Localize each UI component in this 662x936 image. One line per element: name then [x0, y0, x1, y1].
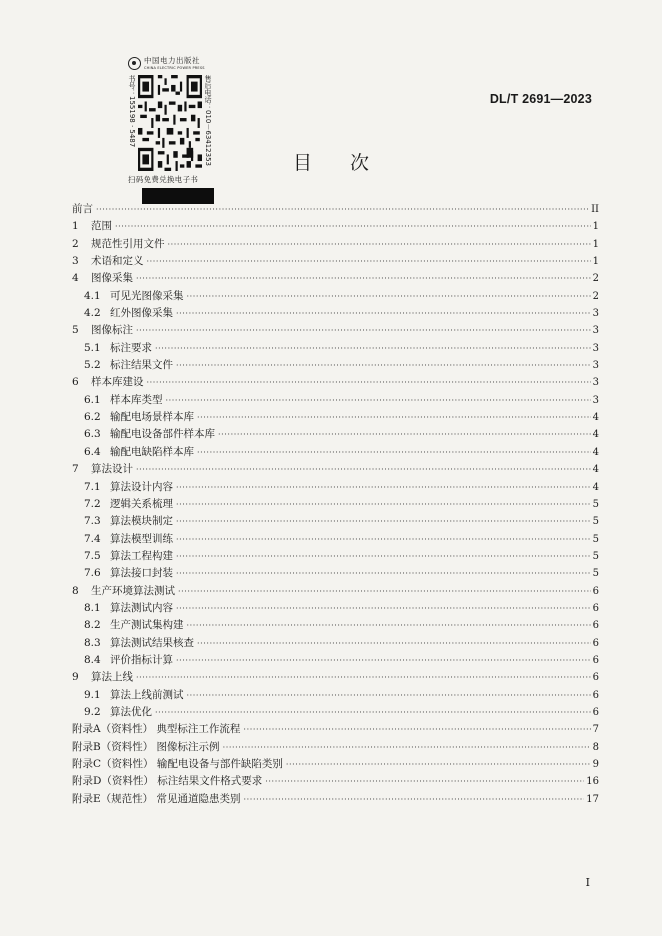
toc-entry[interactable] [72, 305, 599, 322]
toc-entry[interactable] [72, 687, 599, 704]
toc-entry-number: 7.3 [84, 515, 101, 528]
toc-entry-page: 1 [592, 221, 599, 233]
toc-entry[interactable] [72, 340, 599, 357]
dot-leader [223, 739, 591, 756]
publisher-logo [128, 55, 220, 71]
toc-entry-page: 4 [592, 464, 599, 476]
toc-entry[interactable] [72, 236, 599, 253]
toc-entry-number: 8 [72, 584, 79, 597]
dot-leader [155, 704, 591, 721]
toc-entry-number: 8.4 [84, 653, 101, 666]
dot-leader [147, 374, 591, 391]
toc-entry-number: 9.1 [84, 688, 101, 701]
toc-entry-label: 算法设计内容 [110, 480, 173, 493]
toc-entry-label: 可见光图像采集 [110, 289, 184, 302]
toc-entry-page: 6 [592, 620, 599, 632]
toc-entry-label: 算法优化 [110, 705, 152, 718]
toc-entry[interactable] [72, 756, 599, 773]
toc-entry-page: 4 [592, 412, 599, 424]
toc-entry-label: 算法设计 [91, 463, 133, 476]
toc-entry[interactable] [72, 322, 599, 339]
toc-entry-label: 算法工程构建 [110, 549, 173, 562]
dot-leader [265, 773, 584, 790]
toc-entry[interactable] [72, 374, 599, 391]
toc-entry-page: 4 [592, 429, 599, 441]
toc-entry-label: 附录D（资料性） 标注结果文件格式要求 [72, 775, 263, 788]
toc-entry-page: 1 [592, 256, 599, 268]
toc-entry[interactable] [72, 409, 599, 426]
toc-entry-label: 标注结果文件 [110, 359, 173, 372]
dot-leader [176, 565, 591, 582]
toc-entry-label: 算法上线 [91, 671, 133, 684]
toc-entry-number: 6.1 [84, 393, 101, 406]
toc-entry-label: 算法模块制定 [110, 515, 173, 528]
toc-entry[interactable] [72, 218, 599, 235]
toc-entry-label: 术语和定义 [91, 255, 144, 268]
dot-leader [168, 236, 591, 253]
toc-entry[interactable] [72, 600, 599, 617]
toc-entry[interactable] [72, 444, 599, 461]
toc-entry-label: 算法测试内容 [110, 601, 173, 614]
toc-entry-number: 4.2 [84, 307, 101, 320]
dot-leader [187, 687, 591, 704]
dot-leader [176, 600, 591, 617]
toc-entry-page: 2 [592, 290, 599, 302]
toc-entry-number: 4.1 [84, 289, 101, 302]
toc-entry-number: 6.4 [84, 445, 101, 458]
publisher-logo-icon [128, 57, 141, 70]
toc-entry[interactable] [72, 669, 599, 686]
toc-entry-page: 2 [592, 273, 599, 285]
toc-entry-number: 7.1 [84, 480, 101, 493]
toc-entry-page: 6 [592, 689, 599, 701]
toc-entry-page: 6 [592, 637, 599, 649]
toc-entry[interactable] [72, 739, 599, 756]
toc-entry-number: 7.5 [84, 549, 101, 562]
toc-entry-page: 5 [592, 516, 599, 528]
dot-leader [243, 721, 590, 738]
toc-entry-number: 9 [72, 671, 79, 684]
dot-leader [197, 409, 591, 426]
toc-entry-label: 图像标注 [91, 324, 133, 337]
dot-leader [176, 652, 591, 669]
toc-entry-page: 6 [592, 585, 599, 597]
toc-entry-label: 标注要求 [110, 341, 152, 354]
toc-entry-page: 1 [592, 238, 599, 250]
table-of-contents [72, 201, 599, 808]
toc-entry-number: 3 [72, 255, 79, 268]
toc-entry-number: 7 [72, 463, 79, 476]
dot-leader [286, 756, 591, 773]
dot-leader [187, 617, 591, 634]
toc-entry-page: 3 [592, 394, 599, 406]
toc-entry-page: 8 [592, 741, 599, 753]
dot-leader [197, 635, 591, 652]
toc-entry-label: 样本库类型 [110, 393, 163, 406]
toc-entry[interactable] [72, 461, 599, 478]
dot-leader [176, 531, 591, 548]
toc-entry-page: 5 [592, 550, 599, 562]
toc-entry[interactable] [72, 652, 599, 669]
book-number: 书号：155198 · 5487 [128, 75, 136, 148]
dot-leader [136, 322, 591, 339]
toc-entry-number: 7.6 [84, 567, 101, 580]
toc-entry-number: 4 [72, 272, 79, 285]
toc-entry-label: 图像采集 [91, 272, 133, 285]
dot-leader [176, 513, 591, 530]
toc-entry[interactable] [72, 617, 599, 634]
standard-number: DL/T 2691—2023 [489, 92, 592, 106]
toc-entry-page: 3 [592, 342, 599, 354]
dot-leader [176, 496, 591, 513]
toc-entry-page: 17 [586, 793, 599, 805]
dot-leader [218, 426, 591, 443]
toc-entry[interactable] [72, 288, 599, 305]
toc-entry-number: 5.1 [84, 341, 101, 354]
toc-entry-page: 5 [592, 533, 599, 545]
toc-entry[interactable] [72, 531, 599, 548]
toc-entry[interactable] [72, 357, 599, 374]
toc-entry-number: 9.2 [84, 705, 101, 718]
toc-entry-number: 7.4 [84, 532, 101, 545]
toc-entry-number: 2 [72, 237, 79, 250]
dot-leader [96, 201, 589, 218]
toc-entry[interactable] [72, 548, 599, 565]
toc-entry-page: 16 [586, 776, 599, 788]
toc-entry-page: 5 [592, 568, 599, 580]
toc-entry-label: 输配电场景样本库 [110, 411, 194, 424]
toc-entry-label: 规范性引用文件 [91, 237, 165, 250]
dot-leader [176, 305, 591, 322]
toc-entry[interactable] [72, 392, 599, 409]
toc-entry[interactable] [72, 635, 599, 652]
toc-entry-page: 3 [592, 325, 599, 337]
toc-entry-label: 输配电设备部件样本库 [110, 428, 215, 441]
dot-leader [155, 340, 591, 357]
toc-entry-label: 范围 [91, 220, 112, 233]
toc-entry-page: 7 [592, 724, 599, 736]
dot-leader [244, 791, 585, 808]
toc-entry-page: 6 [592, 672, 599, 684]
toc-entry[interactable] [72, 704, 599, 721]
toc-entry-number: 6.3 [84, 428, 101, 441]
dot-leader [136, 270, 591, 287]
dot-leader [115, 218, 591, 235]
dot-leader [197, 444, 591, 461]
toc-entry-number: 5 [72, 324, 79, 337]
dot-leader [166, 392, 591, 409]
toc-entry-number: 1 [72, 220, 79, 233]
dot-leader [176, 479, 591, 496]
toc-entry-page: II [591, 204, 599, 215]
toc-entry-page: 3 [592, 377, 599, 389]
toc-entry-label: 逻辑关系梳理 [110, 497, 173, 510]
toc-entry[interactable] [72, 496, 599, 513]
toc-entry-page: 9 [592, 759, 599, 770]
toc-entry-label: 生产环境算法测试 [91, 584, 175, 597]
toc-entry-number: 6.2 [84, 411, 101, 424]
toc-entry-number: 8.1 [84, 601, 101, 614]
toc-entry[interactable] [72, 201, 599, 218]
scan-caption: 扫码免费兑换电子书 [128, 175, 199, 184]
dot-leader [178, 583, 591, 600]
dot-leader [136, 461, 591, 478]
sales-hotline: 售后电话：010－63412353 [204, 75, 212, 166]
toc-entry-number: 7.2 [84, 497, 101, 510]
dot-leader [176, 357, 591, 374]
toc-entry-label: 附录C（资料性） 输配电设备与部件缺陷类别 [72, 758, 283, 770]
toc-entry-label: 生产测试集构建 [110, 619, 184, 632]
toc-entry[interactable] [72, 583, 599, 600]
toc-entry-number: 8.2 [84, 619, 101, 632]
toc-entry-page: 6 [592, 654, 599, 666]
toc-entry-page: 3 [592, 360, 599, 372]
toc-entry-label: 红外图像采集 [110, 307, 173, 320]
toc-entry-label: 附录B（资料性） 图像标注示例 [72, 740, 220, 753]
toc-entry[interactable] [72, 270, 599, 287]
publisher-name-en: CHINA ELECTRIC POWER PRESS [144, 66, 205, 70]
dot-leader [136, 669, 591, 686]
toc-entry-label: 算法接口封装 [110, 567, 173, 580]
toc-entry[interactable] [72, 513, 599, 530]
toc-entry[interactable] [72, 426, 599, 443]
toc-entry-label: 附录E（规范性） 常见通道隐患类别 [72, 792, 241, 805]
publisher-name: 中国电力出版社 [144, 56, 200, 65]
toc-entry-label: 前言 [72, 203, 93, 215]
toc-entry-label: 输配电缺陷样本库 [110, 445, 194, 458]
toc-entry-label: 样本库建设 [91, 376, 144, 389]
toc-entry-number: 5.2 [84, 359, 101, 372]
toc-entry-label: 算法模型训练 [110, 532, 173, 545]
toc-entry-page: 6 [592, 706, 599, 718]
toc-entry[interactable] [72, 565, 599, 582]
toc-entry-number: 8.3 [84, 636, 101, 649]
toc-entry[interactable] [72, 721, 599, 738]
page-folio: I [585, 876, 590, 889]
toc-entry-page: 3 [592, 308, 599, 320]
toc-entry-label: 算法测试结果核查 [110, 636, 194, 649]
toc-entry-page: 4 [592, 446, 599, 458]
toc-entry[interactable] [72, 773, 599, 790]
toc-entry-label: 附录A（资料性） 典型标注工作流程 [72, 723, 241, 736]
toc-entry[interactable] [72, 791, 599, 808]
toc-entry-label: 评价指标计算 [110, 653, 173, 666]
page-title: 目次 [292, 152, 407, 174]
toc-entry[interactable] [72, 479, 599, 496]
dot-leader [147, 253, 591, 270]
toc-entry-number: 6 [72, 376, 79, 389]
toc-entry-page: 6 [592, 602, 599, 614]
toc-entry-page: 5 [592, 498, 599, 510]
publisher-block [128, 55, 220, 204]
toc-entry-page: 4 [592, 481, 599, 493]
dot-leader [187, 288, 591, 305]
dot-leader [176, 548, 591, 565]
toc-entry[interactable] [72, 253, 599, 270]
toc-entry-label: 算法上线前测试 [110, 688, 184, 701]
